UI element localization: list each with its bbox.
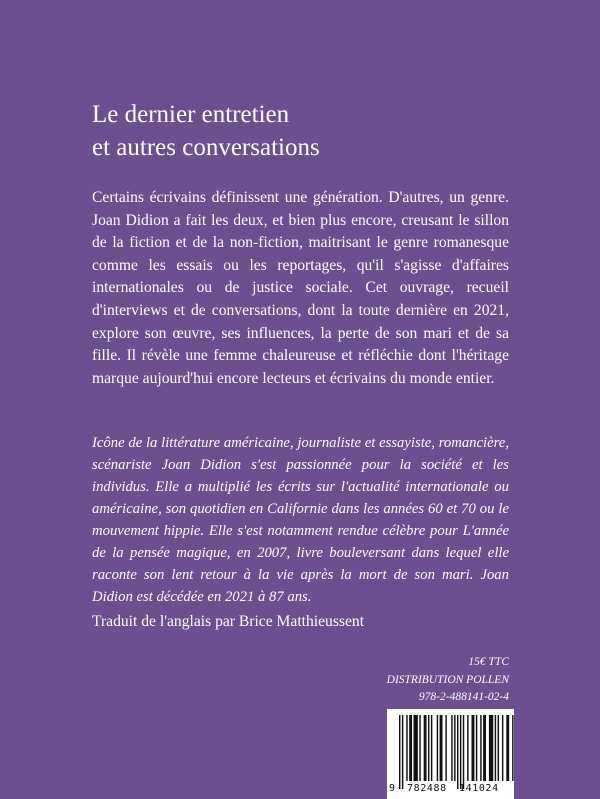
barcode-bar: [402, 715, 403, 789]
barcode-bar: [428, 715, 429, 781]
barcode-bar: [437, 715, 438, 781]
book-summary: Certains écrivains définissent une génération. D'autres, un genre. Joan Didion a fait les deux, et bien plus encore, creusant le sillon de la fiction et de la non-fiction, maitrisant le genre romanesque comme les essais ou les reportages, qu'il s'agisse d'affaires internationales ou de justice sociale. Cet ouvrage, recueil d'interviews et de conversations, dont la toute dernière en 2021, explore son œuvre, ses influences, la perte de son mari et de sa fille. Il révèle une femme chaleureuse et réfléchie dont l'héritage marque aujourd'hui encore lecteurs et écrivains du monde entier.: [92, 189, 509, 387]
barcode-bar: [419, 715, 420, 781]
distribution-label: DISTRIBUTION POLLEN: [386, 673, 509, 686]
barcode-digits-right: 141024: [459, 783, 499, 794]
barcode-bar: [406, 715, 407, 781]
barcode-bar: [495, 715, 496, 781]
author-bio: Icône de la littérature américaine, journaliste et essayiste, romancière, scénariste Joan Didion s'est passionnée pour la société et les individus. Elle a multiplié les écrits sur l'actualité internationale ou américaine, son quotidien en Californie dans les années 60 et 70 ou le mouvement hippie. Elle s'est notamment rendue célèbre pour L'année de la pensée magique, en 2007, livre bouleversant dans lequel elle raconte son lent retour à la vie après la mort de son mari. Joan Didion est décédée en 2021 à 87 ans.: [92, 435, 509, 605]
barcode-bar: [399, 715, 400, 789]
barcode-bar: [480, 715, 481, 781]
barcode-bar: [502, 715, 503, 781]
book-title: [92, 98, 532, 164]
publication-info: [300, 654, 509, 707]
barcode: [387, 709, 514, 799]
title-line-1: Le dernier entretien: [92, 101, 290, 128]
barcode-bar: [431, 715, 432, 781]
barcode-bar: [472, 715, 475, 781]
barcode-bar: [483, 715, 486, 781]
translator-credit: Traduit de l'anglais par Brice Matthieussent: [92, 613, 365, 630]
barcode-bar: [414, 715, 418, 781]
barcode-bar: [476, 715, 477, 781]
barcode-bar: [467, 715, 468, 781]
barcode-bar: [454, 715, 455, 781]
barcode-bar: [460, 715, 461, 789]
isbn-label: 978-2-488141-02-4: [418, 691, 509, 703]
barcode-bar: [409, 715, 412, 781]
barcode-bar: [424, 715, 427, 781]
price-label: 15€ TTC: [468, 656, 509, 668]
barcode-digits-left: 782488: [407, 783, 447, 794]
barcode-bar: [498, 715, 499, 781]
title-line-2: et autres conversations: [92, 134, 320, 161]
barcode-bar: [451, 715, 452, 781]
barcode-bar: [463, 715, 464, 789]
barcode-bar: [440, 715, 443, 781]
barcode-bar: [512, 715, 513, 781]
barcode-digit-first: 9: [389, 783, 396, 794]
barcode-bar: [445, 715, 446, 781]
barcode-bar: [489, 715, 493, 781]
barcode-bar: [506, 715, 509, 781]
barcode-bar: [457, 715, 458, 789]
